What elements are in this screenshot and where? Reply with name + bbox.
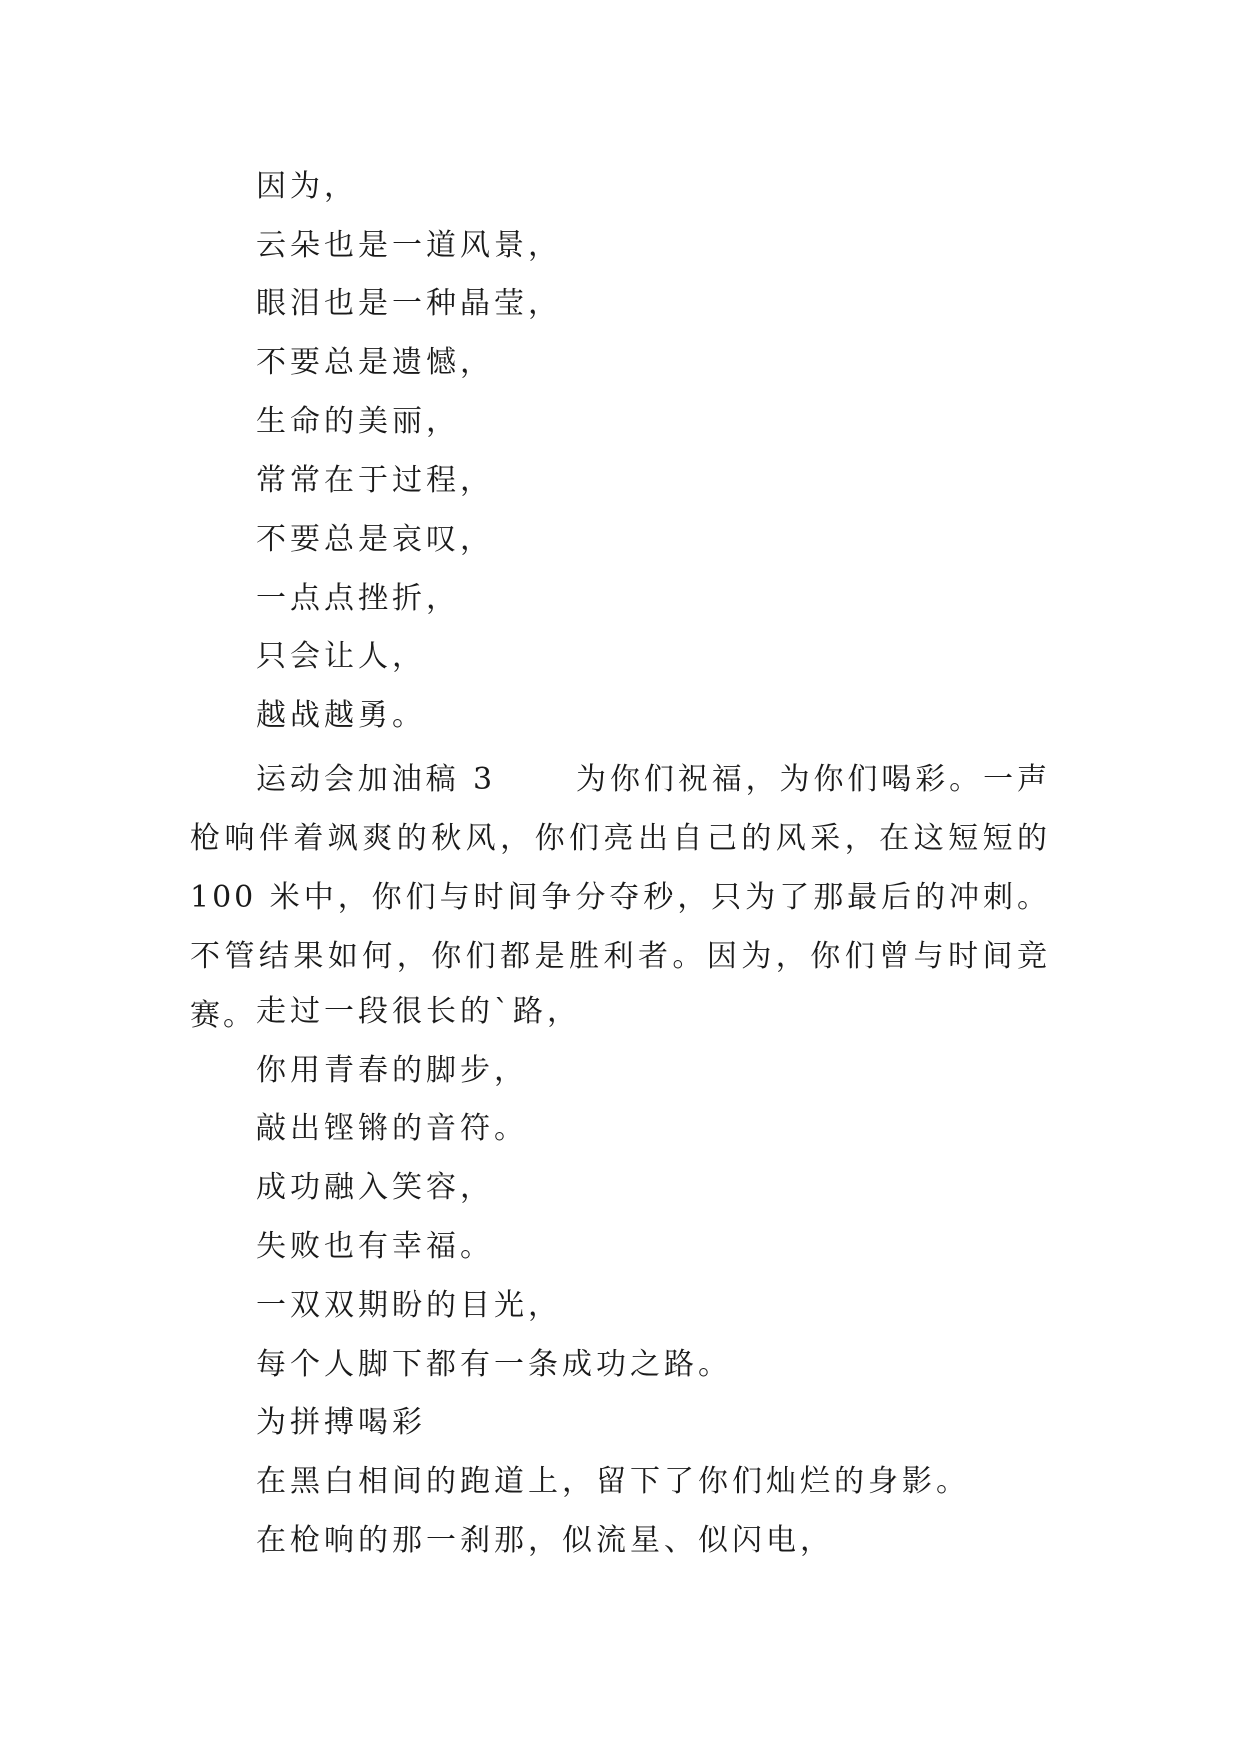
poem-line: 走过一段很长的`路， [256,994,581,1029]
section-body: 为你们祝福，为你们喝彩。一声枪响伴着飒爽的秋风，你们亮出自己的风采，在这短短的 100 米中，你们与时间争分夺秒，只为了那最后的冲刺。不管结果如何，你们都是胜利者。因为，你们曾与时间竞赛。 [190,762,1051,1033]
poem-line: 你用青春的脚步， [256,1053,528,1088]
poem-line: 云朵也是一道风景， [256,228,562,263]
poem-line: 每个人脚下都有一条成功之路。 [256,1347,732,1382]
poem-line: 常常在于过程， [256,463,494,498]
poem-line: 敲出铿锵的音符。 [256,1111,528,1146]
poem-line: 不要总是哀叹， [256,522,494,557]
section-heading: 运动会加油稿 3 [256,762,496,797]
poem-line: 一点点挫折， [256,581,460,616]
poem-line: 失败也有幸福。 [256,1229,494,1264]
poem-line: 在枪响的那一刹那，似流星、似闪电， [256,1523,834,1558]
poem-line: 眼泪也是一种晶莹， [256,286,562,321]
poem-line: 一双双期盼的目光， [256,1288,562,1323]
poem-line: 在黑白相间的跑道上，留下了你们灿烂的身影。 [256,1464,970,1499]
poem-line: 只会让人， [256,639,426,674]
poem-line: 成功融入笑容， [256,1170,494,1205]
poem-line: 不要总是遗憾， [256,345,494,380]
poem-line: 生命的美丽， [256,404,460,439]
poem-line: 为拼搏喝彩 [256,1405,426,1440]
poem-line: 因为， [256,169,358,204]
poem-line: 越战越勇。 [256,698,426,733]
